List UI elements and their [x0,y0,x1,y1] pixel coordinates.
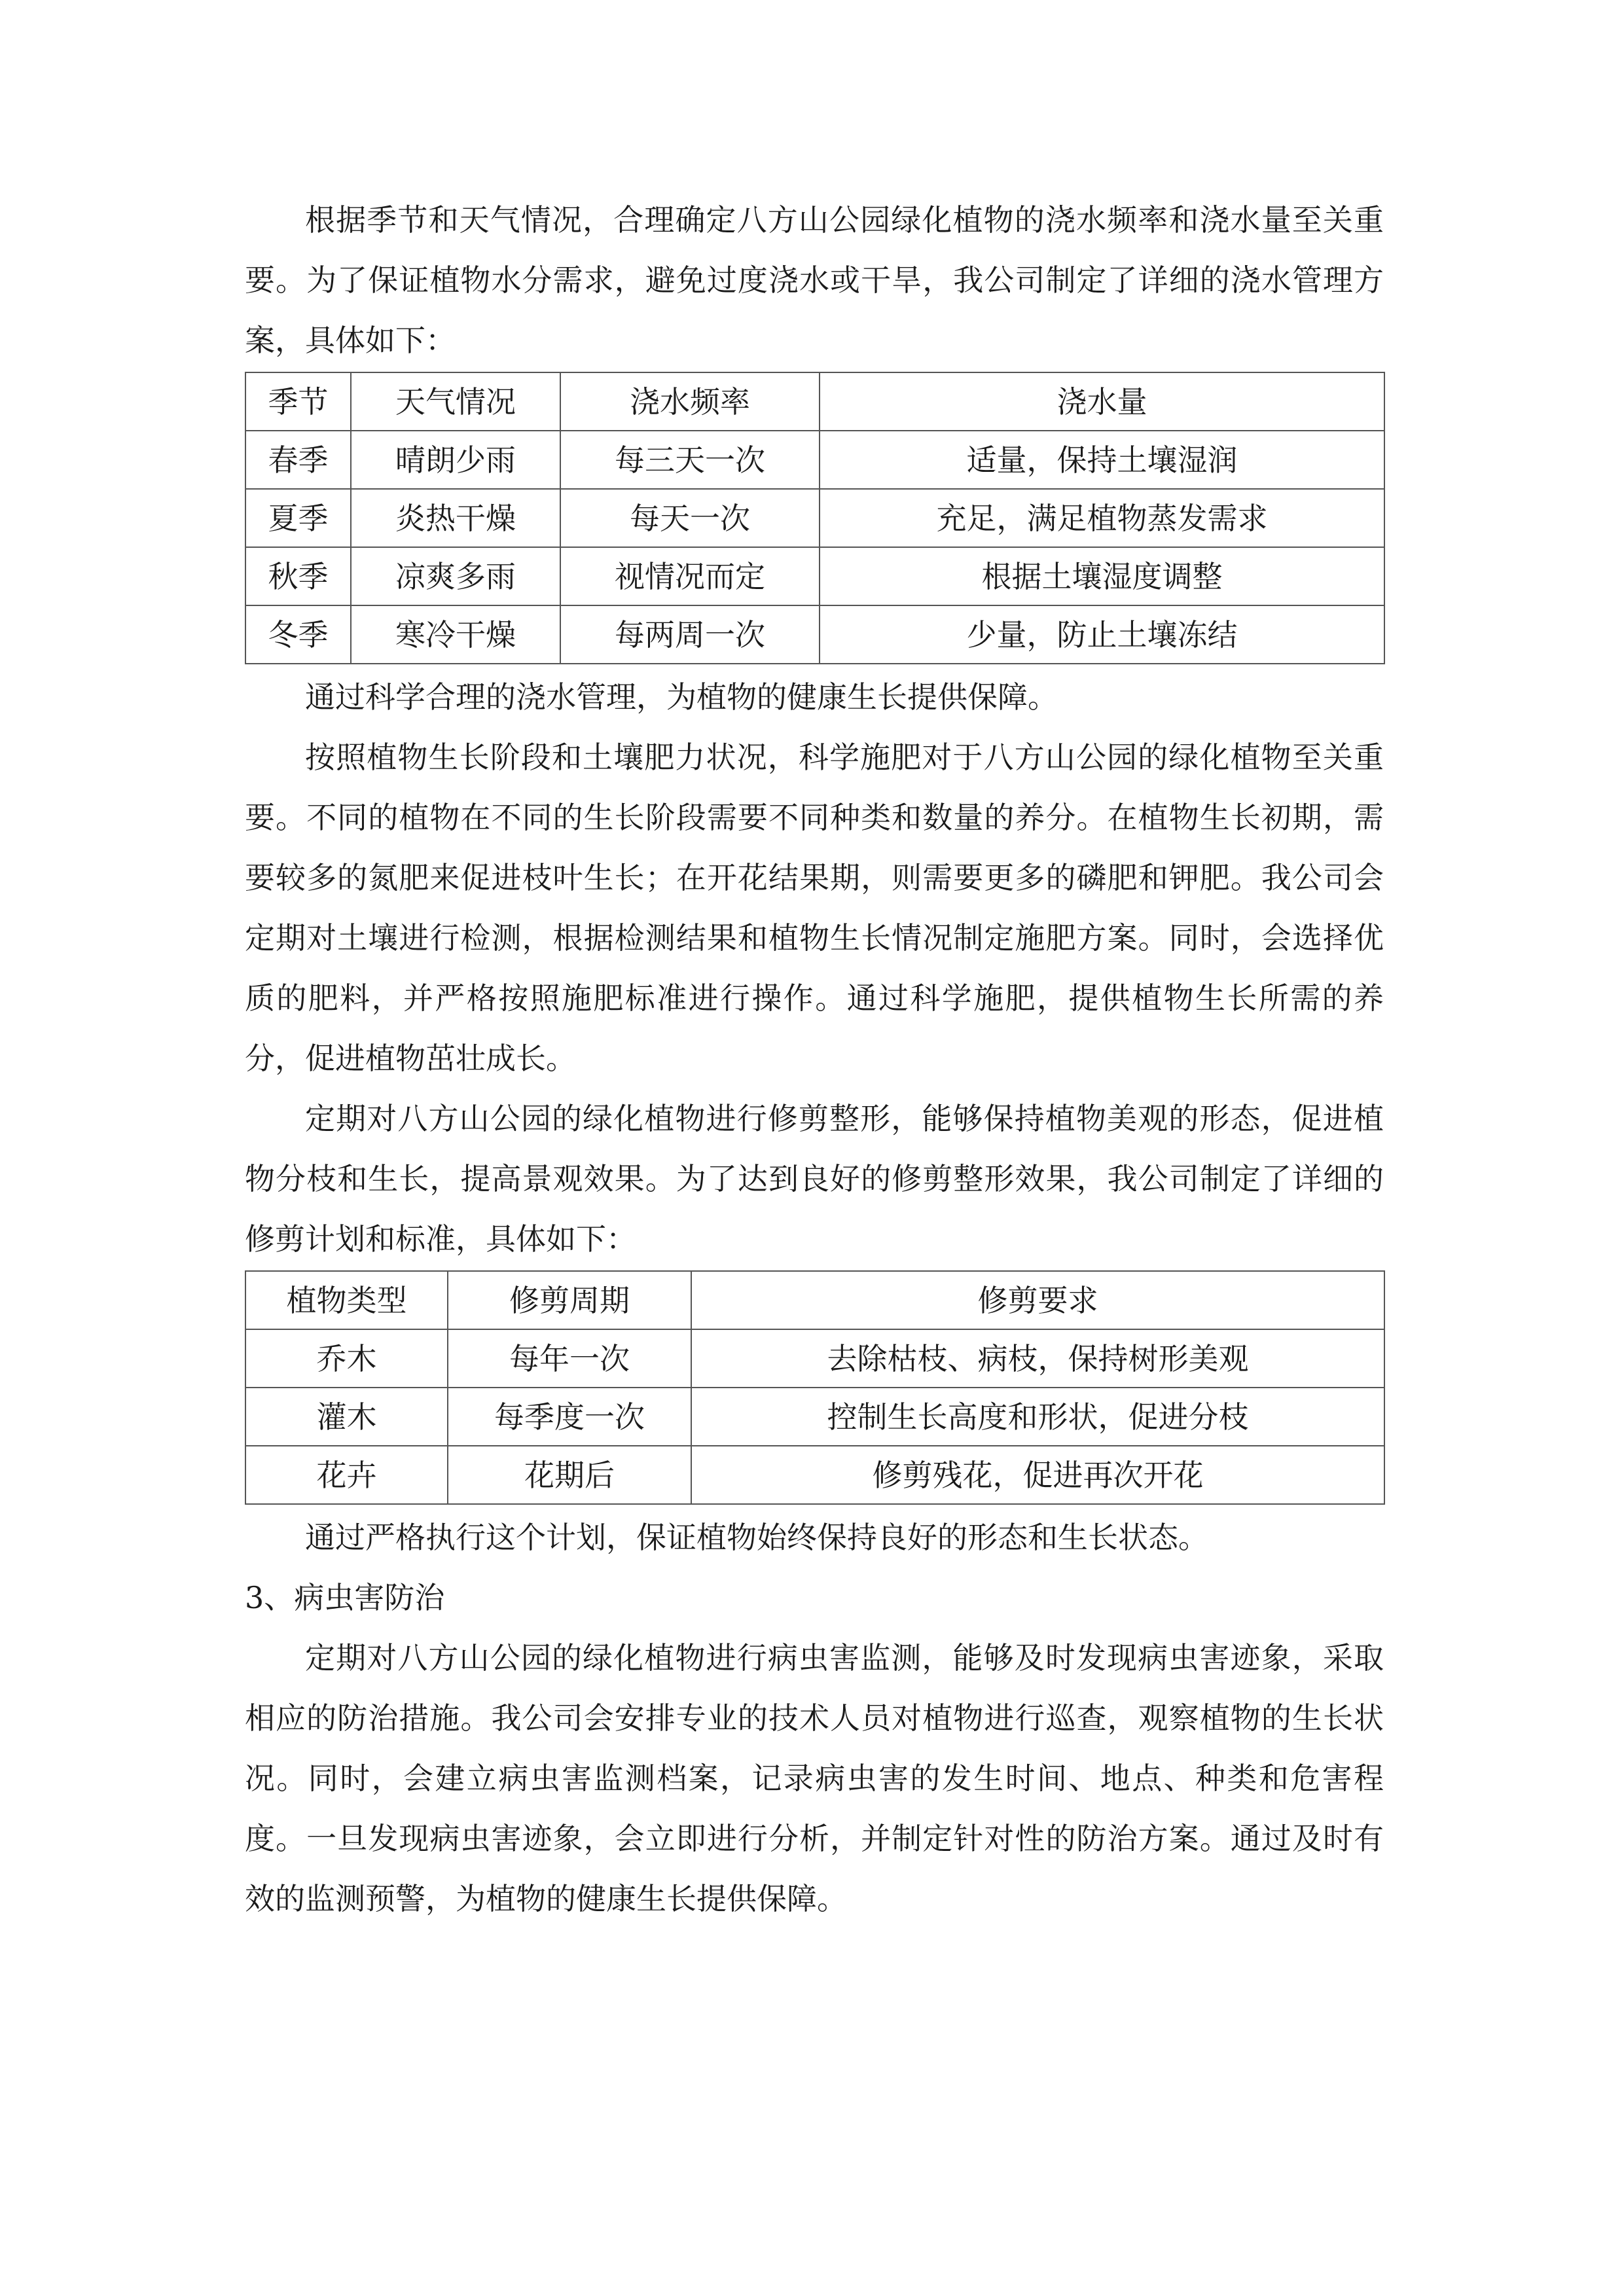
table-cell: 少量，防止土壤冻结 [820,605,1384,664]
table-cell: 乔木 [245,1329,448,1388]
table-row [245,547,1384,605]
paragraph-watering-summary: 通过科学合理的浇水管理，为植物的健康生长提供保障。 [305,679,1058,715]
table-header-cell: 植物类型 [245,1271,448,1329]
table-cell: 花卉 [245,1446,448,1504]
table-cell: 春季 [245,431,351,489]
paragraph-watering-intro: 根据季节和天气情况，合理确定八方山公园绿化植物的浇水频率和浇水量至关重要。为了保证植物水分需求，避免过度浇水或干旱，我公司制定了详细的浇水管理方案，具体如下： [245,202,1384,358]
table-cell: 修剪残花，促进再次开花 [691,1446,1384,1504]
section-heading: 3、病虫害防治 [245,1580,445,1615]
table-cell: 充足，满足植物蒸发需求 [820,489,1384,547]
table-header-cell: 修剪周期 [448,1271,691,1329]
table-row [245,1388,1384,1446]
table-row [245,1446,1384,1504]
table-header-cell: 天气情况 [351,372,560,431]
table-cell: 根据土壤湿度调整 [820,547,1384,605]
table-cell: 控制生长高度和形状，促进分枝 [691,1388,1384,1446]
document-page [245,190,1384,1929]
table-cell: 每两周一次 [560,605,820,664]
paragraph-pest-monitoring: 定期对八方山公园的绿化植物进行病虫害监测，能够及时发现病虫害迹象，采取相应的防治措施。我公司会安排专业的技术人员对植物进行巡查，观察植物的生长状况。同时，会建立病虫害监测档案，记录病虫害的发生时间、地点、种类和危害程度。一旦发现病虫害迹象，会立即进行分析，并制定针对性的防治方案。通过及时有效的监测预警，为植物的健康生长提供保障。 [245,1640,1384,1916]
table-cell: 每季度一次 [448,1388,691,1446]
table-cell: 寒冷干燥 [351,605,560,664]
table-row [245,489,1384,547]
table-row [245,1329,1384,1388]
table-cell: 晴朗少雨 [351,431,560,489]
table-header-cell: 浇水量 [820,372,1384,431]
table-cell: 去除枯枝、病枝，保持树形美观 [691,1329,1384,1388]
table-cell: 炎热干燥 [351,489,560,547]
table-row [245,431,1384,489]
table-header-row [245,1271,1384,1329]
table-cell: 夏季 [245,489,351,547]
table-header-cell: 季节 [245,372,351,431]
table-header-row [245,372,1384,431]
pruning-table [245,1270,1385,1505]
paragraph-fertilizing: 按照植物生长阶段和土壤肥力状况，科学施肥对于八方山公园的绿化植物至关重要。不同的植物在不同的生长阶段需要不同种类和数量的养分。在植物生长初期，需要较多的氮肥来促进枝叶生长；在开花结果期，则需要更多的磷肥和钾肥。我公司会定期对土壤进行检测，根据检测结果和植物生长情况制定施肥方案。同时，会选择优质的肥料，并严格按照施肥标准进行操作。通过科学施肥，提供植物生长所需的养分，促进植物茁壮成长。 [245,740,1384,1076]
table-header-cell: 修剪要求 [691,1271,1384,1329]
paragraph-pruning-intro: 定期对八方山公园的绿化植物进行修剪整形，能够保持植物美观的形态，促进植物分枝和生长，提高景观效果。为了达到良好的修剪整形效果，我公司制定了详细的修剪计划和标准，具体如下： [245,1101,1384,1257]
table-cell: 花期后 [448,1446,691,1504]
paragraph-pruning-summary: 通过严格执行这个计划，保证植物始终保持良好的形态和生长状态。 [305,1520,1208,1555]
table-cell: 灌木 [245,1388,448,1446]
table-cell: 每年一次 [448,1329,691,1388]
table-cell: 每天一次 [560,489,820,547]
table-cell: 冬季 [245,605,351,664]
table-header-cell: 浇水频率 [560,372,820,431]
table-row [245,605,1384,664]
table-cell: 秋季 [245,547,351,605]
watering-table [245,372,1385,664]
table-cell: 适量，保持土壤湿润 [820,431,1384,489]
table-cell: 视情况而定 [560,547,820,605]
table-cell: 凉爽多雨 [351,547,560,605]
table-cell: 每三天一次 [560,431,820,489]
